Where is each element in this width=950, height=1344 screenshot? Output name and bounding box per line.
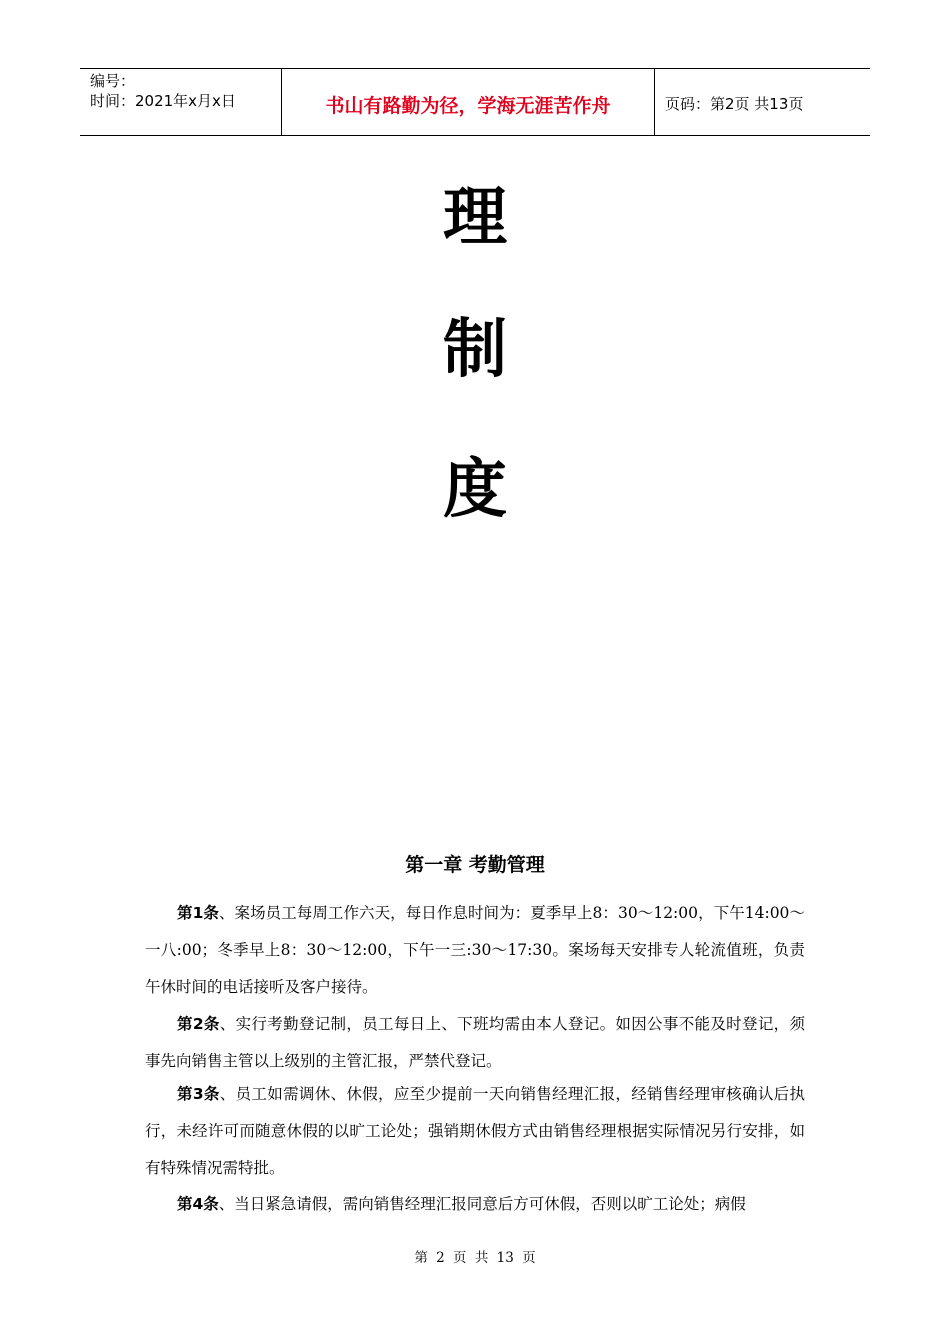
title-char-1: 理: [443, 181, 507, 255]
article-text: 、实行考勤登记制，员工每日上、下班均需由本人登记。如因公事不能及时登记，须事先向销售主管以上级别的主管汇报，严禁代登记。: [145, 1015, 805, 1070]
article-text: 、案场员工每周工作六天，每日作息时间为：夏季早上8：30～12:00，下午14:00～一八:00；冬季早上8：30～12:00，下午一三:30～17:30。案场每天安排专人轮流值班，负责午休时间的电话接听及客户接待。: [145, 904, 805, 996]
page-footer: 第 2 页 共 13 页: [414, 1250, 536, 1266]
article-2: [145, 1006, 805, 1080]
article-lead: 第3条: [177, 1085, 220, 1103]
header-page-info: 页码：第2页 共13页: [665, 94, 804, 113]
article-lead: 第4条: [177, 1195, 219, 1213]
article-text: 、员工如需调休、休假，应至少提前一天向销售经理汇报，经销售经理审核确认后执行，未经许可而随意休假的以旷工论处；强销期休假方式由销售经理根据实际情况另行安排，如有特殊情况需特批。: [145, 1085, 805, 1177]
serial-label: 编号：: [90, 72, 136, 90]
article-3: [145, 1076, 805, 1187]
article-1: [145, 895, 805, 1006]
title-char-3: 度: [443, 453, 507, 527]
article-lead: 第1条: [177, 904, 219, 922]
date-line: 时间：2021年x月x日: [90, 92, 236, 110]
article-lead: 第2条: [177, 1015, 220, 1033]
title-char-2: 制: [443, 313, 507, 387]
document-header: [80, 68, 870, 136]
chapter-title: 第一章 考勤管理: [405, 854, 545, 876]
article-4: [145, 1186, 805, 1223]
header-motto: 书山有路勤为径，学海无涯苦作舟: [281, 69, 655, 135]
article-text: 、当日紧急请假，需向销售经理汇报同意后方可休假，否则以旷工论处；病假: [218, 1195, 746, 1213]
header-meta: [80, 69, 281, 135]
